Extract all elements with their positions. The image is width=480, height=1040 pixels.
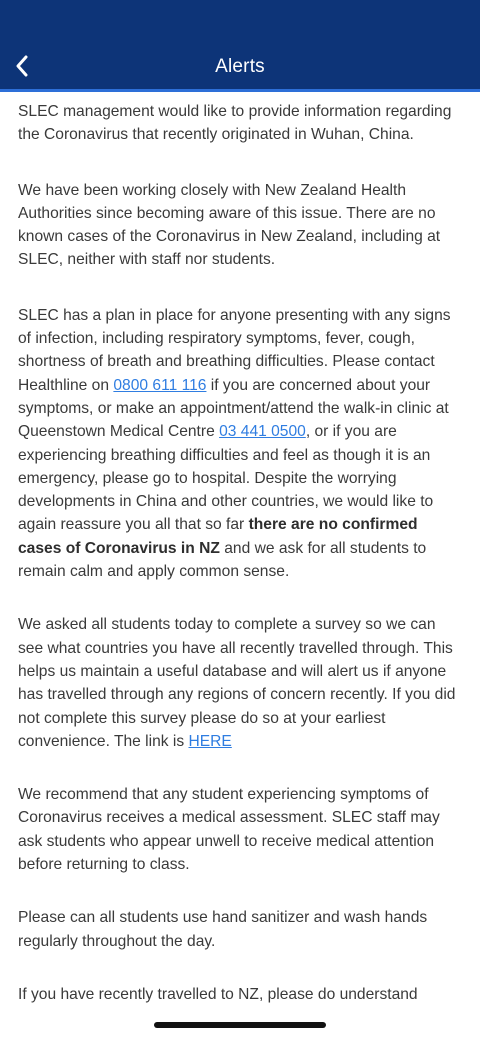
paragraph-medical-assessment: We recommend that any student experiencing symptoms of Coronavirus receives a medical assessment. SLEC staff may ask students who appear unwell to receive medical attention before returning to class. [18,786,440,874]
home-indicator[interactable] [154,1022,326,1028]
paragraph-plan [18,304,464,584]
navigation-bar [0,0,480,92]
survey-link[interactable]: HERE [188,732,232,750]
plan-text-3: , or if you are experiencing breathing difficulties and feel as though it is an emergency, please go to hospital. Despite the worrying developments in China and other countries, we would like to again reassure you all that so far [18,423,434,534]
paragraph-survey [18,613,464,753]
plan-text-2: if you are concerned about your symptoms, or make an appointment/attend the walk-in clinic at Queenstown Medical Centre [18,376,449,441]
paragraph-hand-sanitizer: Please can all students use hand sanitizer and wash hands regularly throughout the day. [18,909,428,950]
medical-centre-phone-link[interactable]: 03 441 0500 [219,423,306,441]
alert-body[interactable] [18,100,464,1032]
page-title: Alerts [215,56,265,77]
paragraph-intro: SLEC management would like to provide information regarding the Coronavirus that recently originated in Wuhan, China. [18,103,452,144]
plan-text-4: and we ask for all students to remain calm and apply common sense. [18,539,427,581]
survey-text: We asked all students today to complete a survey so we can see what countries you have all recently travelled through. This helps us maintain a useful database and will alert us if anyone has travelled through any regions of concern recently. If you did not complete this survey please do so at your earliest convenience. The link is [18,616,456,750]
plan-bold-text: there are no confirmed cases of Coronavirus in NZ [18,516,418,557]
healthline-phone-link[interactable]: 0800 611 116 [113,376,207,394]
paragraph-health-authorities: We have been working closely with New Zealand Health Authorities since becoming aware of this issue. There are no known cases of the Coronavirus in New Zealand, including at SLEC, neither with staff nor students. [18,181,441,269]
plan-text-1: SLEC has a plan in place for anyone presenting with any signs of infection, including respiratory symptoms, fever, cough, shortness of breath and breathing difficulties. Please contact Healthline on [18,306,451,394]
paragraph-travel: If you have recently travelled to NZ, please do understand [18,985,418,1003]
